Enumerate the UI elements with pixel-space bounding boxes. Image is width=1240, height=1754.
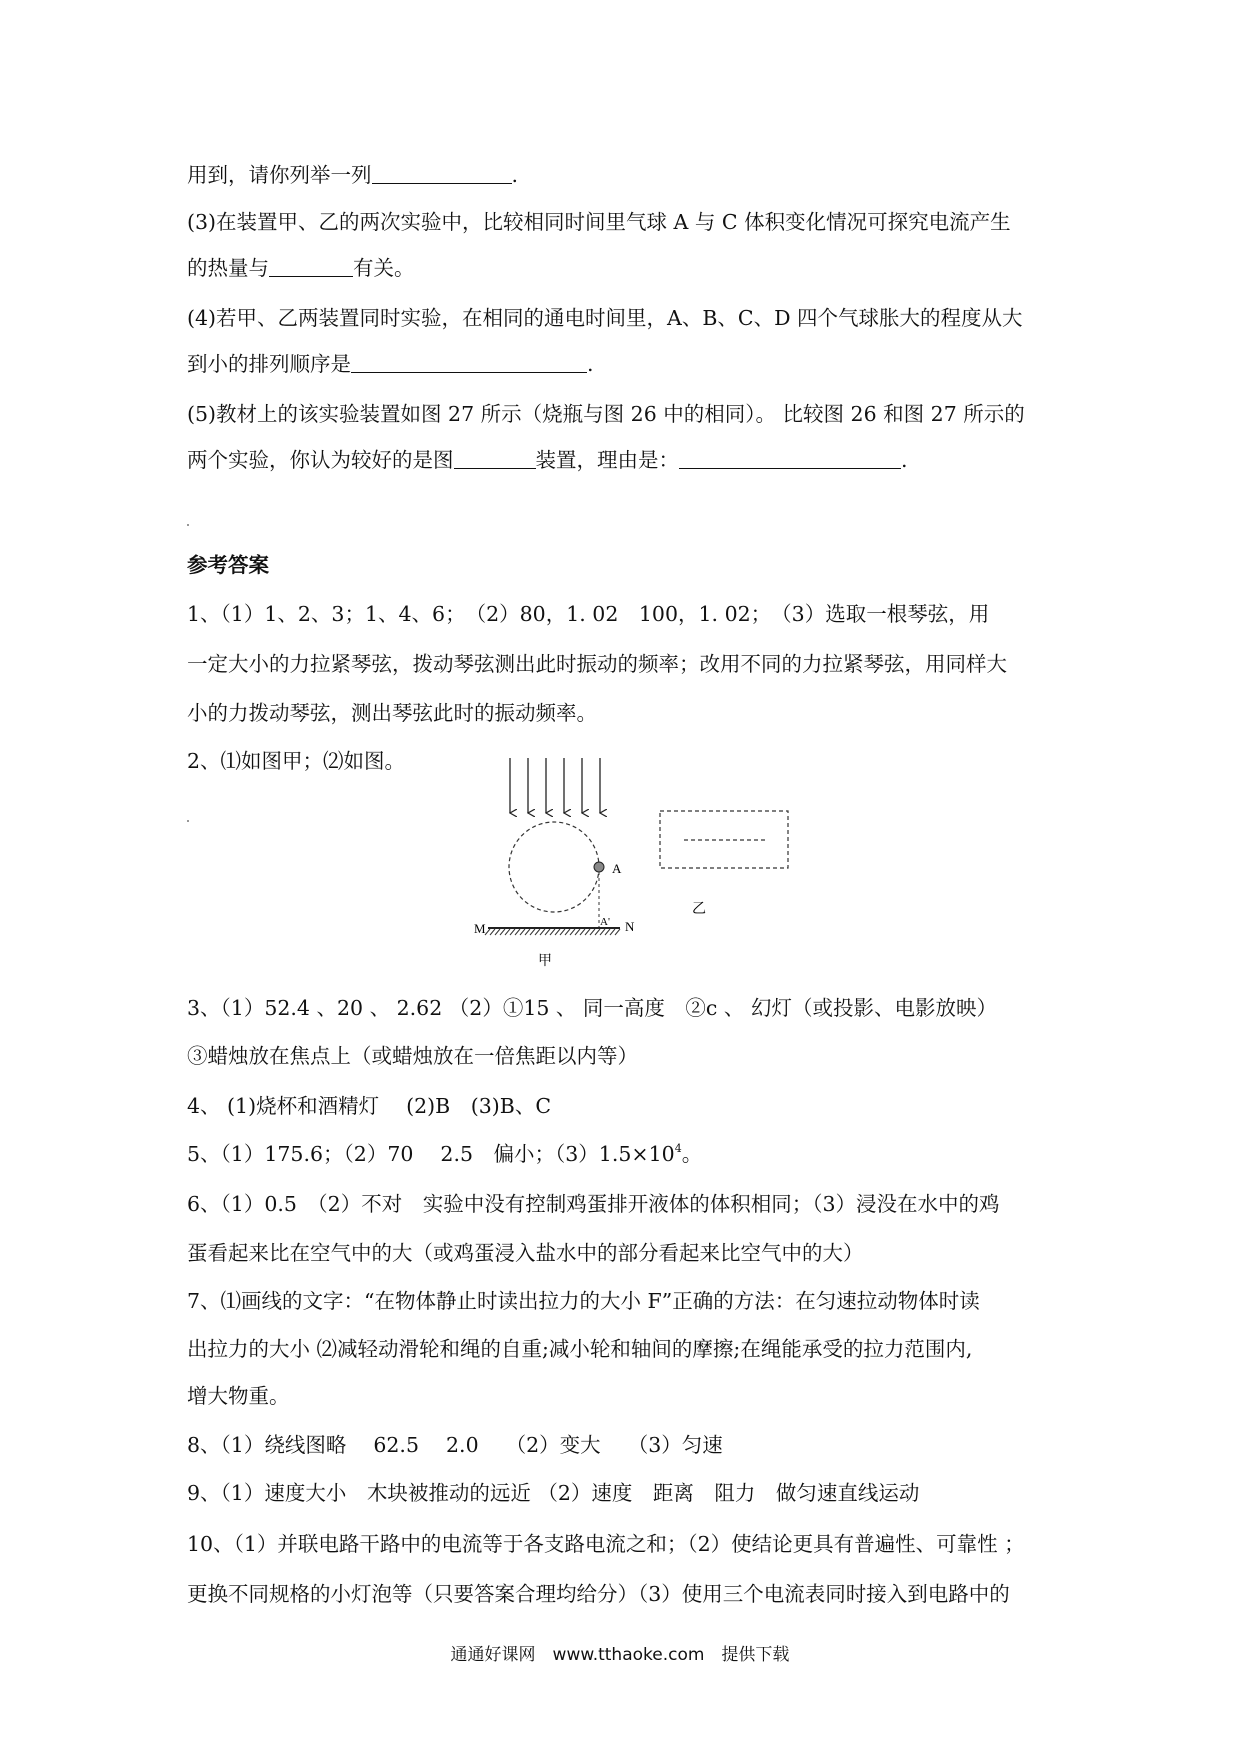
caption-yi: 乙: [692, 901, 706, 917]
question-text: 有关。: [353, 256, 415, 280]
question-line: (5)教材上的该实验装置如图 27 所示（烧瓶与图 26 中的相同）。 比较图 26 和图 27 所示的: [187, 402, 1025, 426]
ground-hatching: [485, 929, 620, 935]
hatch-stroke: [590, 929, 595, 935]
hatch-stroke: [585, 929, 590, 935]
hatch-stroke: [505, 929, 510, 935]
answer-blank: [679, 448, 901, 469]
answer-line: 1、（1）1、2、3；1、4、6； （2）80，1. 02 100，1. 02； （3）选取一根琴弦，用: [187, 602, 990, 626]
question-line: (3)在装置甲、乙的两次实验中，比较相同时间里气球 A 与 C 体积变化情况可探究电流产生: [187, 210, 1011, 234]
answers-heading: 参考答案: [187, 553, 269, 577]
ball-a: [594, 862, 604, 872]
page-footer: 通通好课网 www.tthaoke.com 提供下载: [450, 1645, 790, 1665]
question-line: [187, 254, 415, 282]
question-line: (4)若甲、乙两装置同时实验，在相同的通电时间里，A、B、C、D 四个气球胀大的程度从大: [187, 306, 1023, 330]
label-n: N: [625, 919, 635, 934]
question-line: [187, 350, 594, 378]
dashed-rectangle: [660, 811, 788, 868]
answer-line: 4、 (1)烧杯和酒精灯 (2)B (3)B、C: [187, 1094, 552, 1118]
parallel-light-arrows: [510, 758, 600, 813]
question-text: 到小的排列顺序是: [187, 352, 351, 376]
hatch-stroke: [515, 929, 520, 935]
answer-text: 5、（1）175.6；（2）70 2.5 偏小；（3）1.5×10: [187, 1142, 675, 1166]
hatch-stroke: [595, 929, 600, 935]
scan-speck: [187, 820, 189, 822]
hatch-stroke: [530, 929, 535, 935]
hatch-stroke: [500, 929, 505, 935]
hatch-stroke: [545, 929, 550, 935]
hatch-stroke: [575, 929, 580, 935]
answer-line: 更换不同规格的小灯泡等（只要答案合理均给分）（3）使用三个电流表同时接入到电路中的: [187, 1582, 1010, 1606]
scan-speck: [187, 524, 189, 526]
answer-line: 10、（1）并联电路干路中的电流等于各支路电流之和；（2）使结论更具有普遍性、可靠性 ；: [187, 1532, 1025, 1556]
hatch-stroke: [550, 929, 555, 935]
question-text: 两个实验，你认为较好的是图: [187, 448, 454, 472]
answer-line: 2、⑴如图甲；⑵如图。: [187, 749, 406, 773]
hatch-stroke: [560, 929, 565, 935]
answer-line: 一定大小的力拉紧琴弦，拨动琴弦测出此时振动的频率；改用不同的力拉紧琴弦，用同样大: [187, 652, 1007, 676]
answer-line: 增大物重。: [187, 1384, 290, 1408]
answer-line: [187, 1140, 702, 1168]
question-text: 用到，请你列举一列: [187, 163, 372, 187]
question-line: [187, 446, 908, 474]
question-text: 装置，理由是：: [535, 448, 679, 472]
dashed-circle-path: [509, 822, 599, 912]
question-text: .: [511, 163, 519, 187]
label-a: A: [612, 861, 622, 876]
exponent: 4: [674, 1142, 682, 1155]
hatch-stroke: [615, 929, 620, 935]
question-text: .: [901, 448, 908, 472]
label-m: M: [474, 921, 486, 936]
hatch-stroke: [485, 929, 490, 935]
answer-text: 。: [681, 1142, 703, 1166]
answer-line: 6、（1）0.5 （2）不对 实验中没有控制鸡蛋排开液体的体积相同；（3）浸没在水中的鸡: [187, 1192, 1000, 1216]
answer-line: 出拉力的大小 ⑵减轻动滑轮和绳的自重;减小轮和轴间的摩擦;在绳能承受的拉力范围内,: [187, 1337, 973, 1361]
answer-line: 小的力拨动琴弦，测出琴弦此时的振动频率。: [187, 701, 597, 725]
question-text: .: [587, 352, 594, 376]
hatch-stroke: [535, 929, 540, 935]
caption-jia: 甲: [538, 953, 552, 969]
hatch-stroke: [610, 929, 615, 935]
hatch-stroke: [580, 929, 585, 935]
answer-line: 9、（1）速度大小 木块被推动的远近 （2）速度 距离 阻力 做匀速直线运动: [187, 1481, 920, 1505]
hatch-stroke: [540, 929, 545, 935]
answer-line: 7、⑴画线的文字：“在物体静止时读出拉力的大小 F”正确的方法：在匀速拉动物体时读: [187, 1289, 980, 1313]
answer-figure: [470, 755, 800, 975]
hatch-stroke: [490, 929, 495, 935]
question-line: [187, 161, 518, 189]
hatch-stroke: [605, 929, 610, 935]
hatch-stroke: [565, 929, 570, 935]
answer-blank: [269, 256, 353, 277]
hatch-stroke: [555, 929, 560, 935]
label-a-prime: A': [600, 916, 610, 928]
hatch-stroke: [525, 929, 530, 935]
hatch-stroke: [520, 929, 525, 935]
answer-line: 8、（1）绕线图略 62.5 2.0 （2）变大 （3）匀速: [187, 1433, 723, 1457]
answer-line: 3、（1）52.4 、20 、 2.62 （2）①15 、 同一高度 ②c 、 幻灯（或投影、电影放映）: [187, 996, 997, 1020]
hatch-stroke: [495, 929, 500, 935]
hatch-stroke: [510, 929, 515, 935]
hatch-stroke: [600, 929, 605, 935]
question-text: 的热量与: [187, 256, 269, 280]
answer-blank: [351, 352, 587, 373]
answer-blank: [372, 163, 512, 184]
answer-line: ③蜡烛放在焦点上（或蜡烛放在一倍焦距以内等）: [187, 1044, 638, 1068]
answer-line: 蛋看起来比在空气中的大（或鸡蛋浸入盐水中的部分看起来比空气中的大）: [187, 1241, 864, 1265]
hatch-stroke: [570, 929, 575, 935]
answer-blank: [454, 448, 536, 469]
